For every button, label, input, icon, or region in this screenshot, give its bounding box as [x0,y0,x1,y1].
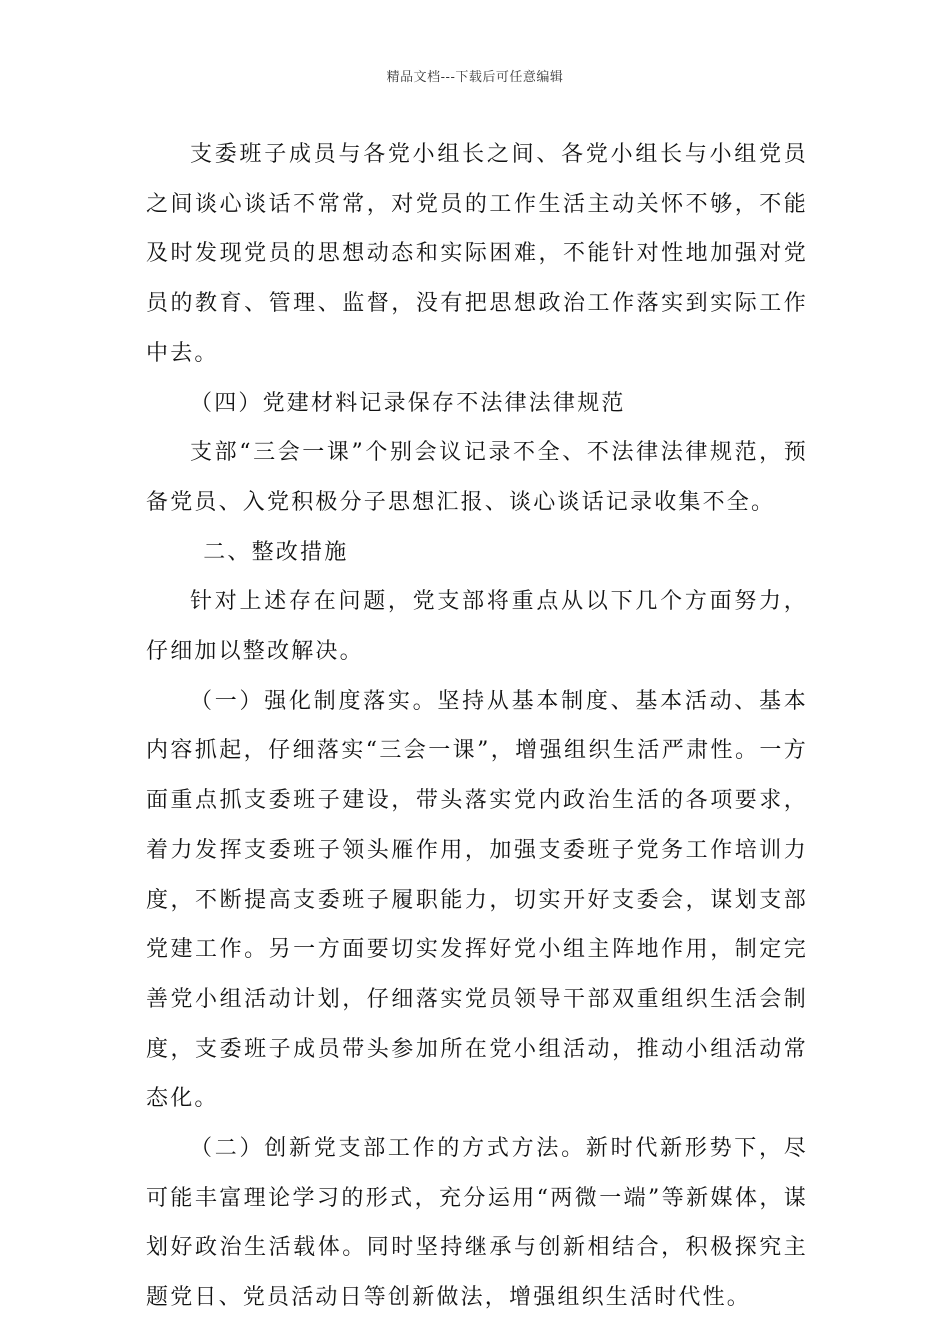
paragraph-innovate-methods: （二）创新党支部工作的方式方法。新时代新形势下，尽可能丰富理论学习的形式，充分运用“两微一端”等新媒体，谋划好政治生活载体。同时坚持继承与创新相结合，积极探究主题党日、党员活动日等创新做法，增强组织生活时代性。 [146,1136,808,1311]
document-body [146,130,808,1323]
section-heading-rectification: 二、整改措施 [203,539,349,565]
paragraph-rectification-intro: 针对上述存在问题，党支部将重点从以下几个方面努力，仔细加以整改解决。 [146,589,808,665]
section-heading-records: （四）党建材料记录保存不法律法律规范 [190,390,626,416]
paragraph-party-talks: 支委班子成员与各党小组长之间、各党小组长与小组党员之间谈心谈话不常常，对党员的工作生活主动关怀不够，不能及时发现党员的思想动态和实际困难，不能针对性地加强对党员的教育、管理、监督，没有把思想政治工作落实到实际工作中去。 [146,142,808,366]
page-header: 精品文档---下载后可任意编辑 [386,70,564,85]
paragraph-meeting-records: 支部“三会一课”个别会议记录不全、不法律法律规范，预备党员、入党积极分子思想汇报、谈心谈话记录收集不全。 [146,440,808,515]
paragraph-strengthen-system: （一）强化制度落实。坚持从基本制度、基本活动、基本内容抓起，仔细落实“三会一课”，增强组织生活严肃性。一方面重点抓支委班子建设，带头落实党内政治生活的各项要求，着力发挥支委班子领头雁作用，加强支委班子党务工作培训力度，不断提高支委班子履职能力，切实开好支委会，谋划支部党建工作。另一方面要切实发挥好党小组主阵地作用，制定完善党小组活动计划，仔细落实党员领导干部双重组织生活会制度，支委班子成员带头参加所在党小组活动，推动小组活动常态化。 [146,688,808,1112]
